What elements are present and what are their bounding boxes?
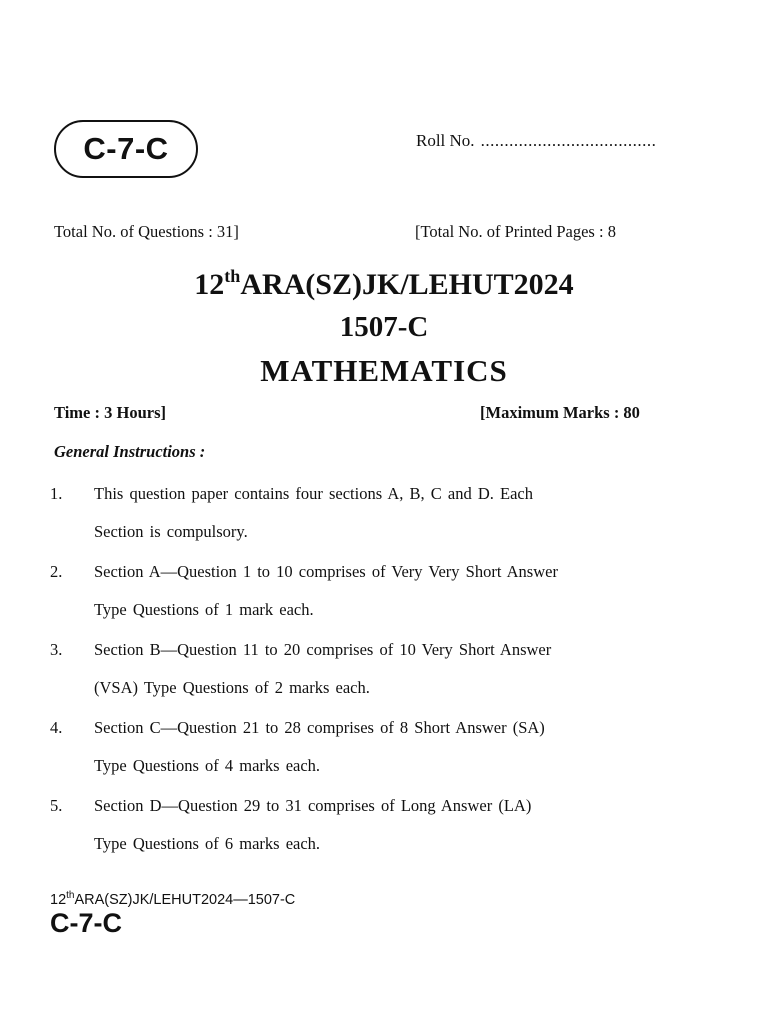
instruction-number: 4. bbox=[50, 718, 63, 737]
total-questions: Total No. of Questions : 31] bbox=[54, 222, 239, 241]
footer-exam-code bbox=[50, 890, 295, 908]
instruction-text: This question paper contains four sections A, B, C and D. Each bbox=[94, 484, 534, 503]
instruction-number: 1. bbox=[50, 484, 63, 503]
roll-label: Roll No. bbox=[416, 131, 475, 150]
footer-code-rest: ARA(SZ)JK/LEHUT2024—1507-C bbox=[74, 891, 296, 908]
exam-code-rest: ARA(SZ)JK/LEHUT2024 bbox=[240, 268, 574, 301]
instruction-number: 2. bbox=[50, 562, 63, 581]
time-allowed: Time : 3 Hours] bbox=[54, 403, 166, 422]
paper-code-badge bbox=[54, 120, 198, 178]
instruction-number: 3. bbox=[50, 640, 63, 659]
instructions-heading: General Instructions : bbox=[54, 442, 206, 461]
paper-code-text: C-7-C bbox=[83, 131, 169, 166]
instruction-text-cont: Section is compulsory. bbox=[94, 522, 248, 541]
instruction-text: Section A—Question 1 to 10 comprises of Very Very Short Answer bbox=[94, 562, 558, 581]
instruction-text-cont: Type Questions of 1 mark each. bbox=[94, 600, 314, 619]
instruction-text-cont: (VSA) Type Questions of 2 marks each. bbox=[94, 678, 370, 697]
instruction-text: Section D—Question 29 to 31 comprises of Long Answer (LA) bbox=[94, 796, 532, 815]
footer-paper-code: C-7-C bbox=[50, 908, 122, 938]
footer-code-prefix: 12 bbox=[50, 891, 67, 908]
instruction-number: 5. bbox=[50, 796, 63, 815]
subject-title: MATHEMATICS bbox=[260, 353, 508, 388]
maximum-marks: [Maximum Marks : 80 bbox=[480, 403, 640, 422]
total-printed-pages: [Total No. of Printed Pages : 8 bbox=[415, 222, 616, 241]
footer-code-sup: th bbox=[66, 890, 75, 901]
roll-number-field bbox=[416, 131, 656, 151]
exam-code-prefix: 12 bbox=[194, 268, 225, 301]
instruction-text: Section B—Question 11 to 20 comprises of 10 Very Short Answer bbox=[94, 640, 552, 659]
exam-code-sup: th bbox=[224, 266, 241, 286]
subject-code: 1507-C bbox=[339, 311, 429, 343]
instruction-text-cont: Type Questions of 4 marks each. bbox=[94, 756, 321, 775]
instruction-text: Section C—Question 21 to 28 comprises of 8 Short Answer (SA) bbox=[94, 718, 545, 737]
exam-code-title bbox=[0, 268, 768, 302]
roll-blank: ..................................... bbox=[480, 131, 657, 150]
instruction-text-cont: Type Questions of 6 marks each. bbox=[94, 834, 321, 853]
